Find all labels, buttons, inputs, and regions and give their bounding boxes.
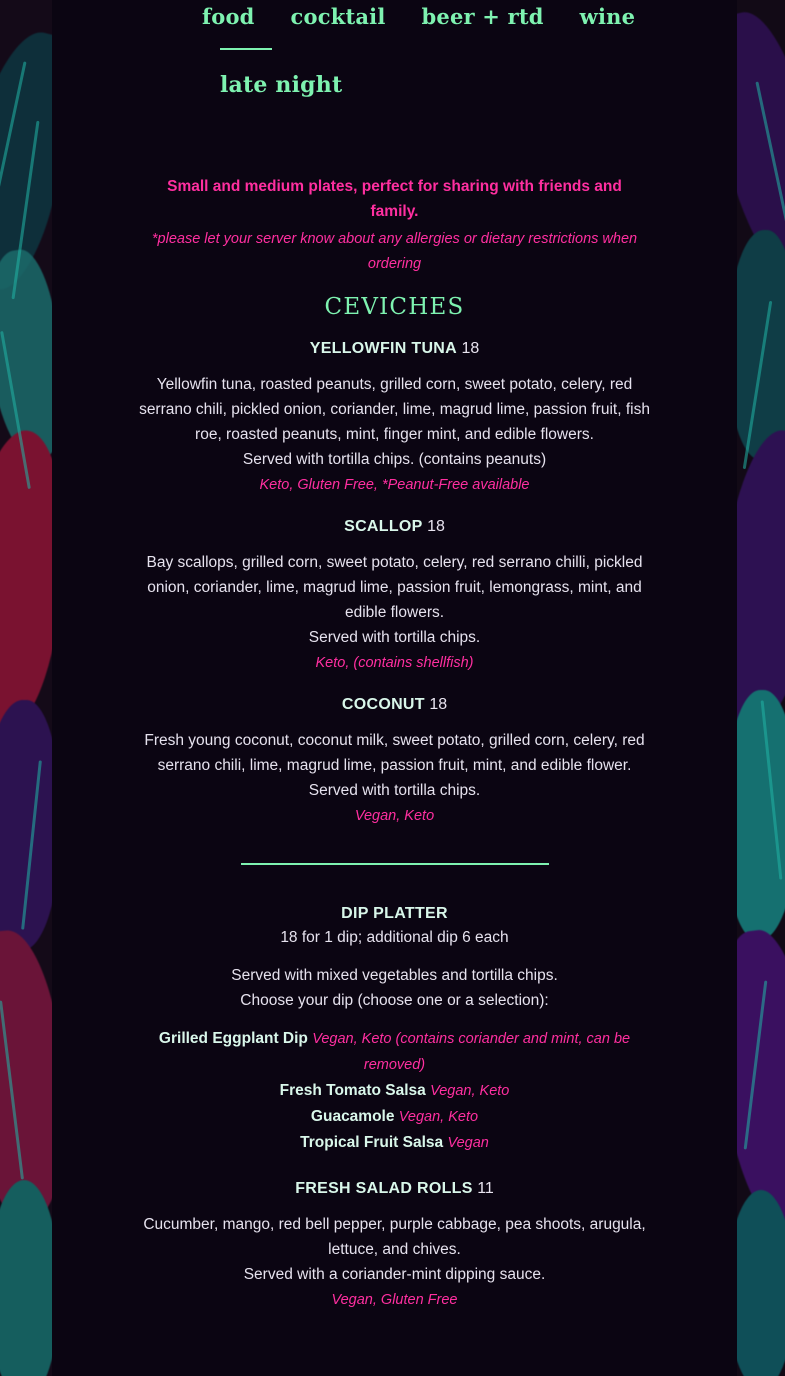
leaf-shape bbox=[737, 230, 785, 460]
item-name: COCONUT bbox=[341, 696, 425, 713]
nav-divider bbox=[220, 48, 272, 50]
salad-rolls-served-with: Served with a coriander-mint dipping sauce. bbox=[243, 1266, 546, 1283]
nav-item-food[interactable]: food bbox=[202, 4, 255, 29]
item-price: 11 bbox=[477, 1180, 494, 1197]
item-heading bbox=[70, 694, 719, 716]
nav-item-wine[interactable]: wine bbox=[579, 4, 636, 29]
item-served-with: Served with tortilla chips. (contains peanuts) bbox=[242, 451, 547, 468]
salad-rolls-dietary-tags: Vegan, Gluten Free bbox=[331, 1292, 458, 1308]
leaf-shape bbox=[0, 1180, 52, 1376]
allergy-note: *please let your server know about any allergies or dietary restrictions when ordering bbox=[151, 231, 638, 272]
dip-platter-price: 18 for 1 dip; additional dip 6 each bbox=[280, 929, 509, 946]
dip-platter-served-with: Served with mixed vegetables and tortilla chips. bbox=[231, 967, 558, 984]
salad-rolls-heading bbox=[70, 1178, 719, 1200]
item-dietary-tags: Keto, (contains shellfish) bbox=[315, 655, 474, 671]
nav-item-beer-rtd[interactable]: beer + rtd bbox=[421, 4, 544, 29]
section-title-ceviches: CEVICHES bbox=[324, 294, 465, 320]
leaf-shape bbox=[737, 425, 785, 735]
item-name: YELLOWFIN TUNA bbox=[309, 340, 458, 357]
item-price: 18 bbox=[461, 340, 480, 357]
item-name: FRESH SALAD ROLLS bbox=[295, 1180, 473, 1197]
dip-name: Guacamole bbox=[310, 1108, 395, 1125]
nav-item-cocktail[interactable]: cocktail bbox=[290, 4, 386, 29]
item-heading bbox=[70, 516, 719, 538]
leaf-shape bbox=[737, 690, 785, 940]
item-price: 18 bbox=[429, 696, 448, 713]
dip-option bbox=[70, 1078, 719, 1104]
tropical-art-right bbox=[737, 0, 785, 1376]
dip-tags: Vegan, Keto (contains coriander and mint, can be removed) bbox=[312, 1031, 631, 1073]
salad-rolls-description: Cucumber, mango, red bell pepper, purple cabbage, pea shoots, arugula, lettuce, and chives. bbox=[143, 1216, 646, 1258]
item-heading bbox=[70, 338, 719, 360]
menu-item bbox=[70, 516, 719, 676]
dip-tags: Vegan, Keto bbox=[430, 1083, 510, 1099]
leaf-shape bbox=[0, 700, 52, 950]
leaf-shape bbox=[737, 926, 785, 1235]
menu-item bbox=[70, 694, 719, 829]
dip-option bbox=[70, 1130, 719, 1156]
dip-name: Tropical Fruit Salsa bbox=[300, 1134, 444, 1151]
menu-item bbox=[70, 338, 719, 498]
item-description: Fresh young coconut, coconut milk, sweet potato, grilled corn, celery, red serrano chili, lime, magrud lime, passion fruit, mint, and edible flower. bbox=[144, 732, 645, 774]
item-served-with: Served with tortilla chips. bbox=[308, 629, 481, 646]
item-dietary-tags: Keto, Gluten Free, *Peanut-Free available bbox=[259, 477, 530, 493]
leaf-shape bbox=[737, 1190, 785, 1376]
nav-item-late-night[interactable]: late night bbox=[220, 72, 343, 98]
dip-tags: Vegan bbox=[447, 1135, 489, 1151]
dip-platter-choose: Choose your dip (choose one or a selection): bbox=[240, 992, 549, 1009]
dip-option bbox=[135, 1026, 655, 1078]
dip-name: Grilled Eggplant Dip bbox=[158, 1030, 308, 1047]
item-name: DIP PLATTER bbox=[341, 905, 448, 922]
item-name: SCALLOP bbox=[344, 518, 423, 535]
tropical-art-left bbox=[0, 0, 52, 1376]
dip-option bbox=[70, 1104, 719, 1130]
item-description: Bay scallops, grilled corn, sweet potato, celery, red serrano chilli, pickled onion, coriander, lime, magrud lime, passion fruit, lemongrass, mint, and edible flowers. bbox=[146, 554, 643, 621]
dip-platter-heading bbox=[70, 903, 719, 925]
dip-name: Fresh Tomato Salsa bbox=[279, 1082, 426, 1099]
item-served-with: Served with tortilla chips. bbox=[308, 782, 481, 799]
intro-lede: Small and medium plates, perfect for sharing with friends and family. bbox=[167, 178, 622, 220]
dip-tags: Vegan, Keto bbox=[398, 1109, 479, 1125]
item-description: Yellowfin tuna, roasted peanuts, grilled corn, sweet potato, celery, red serrano chili, pickled onion, coriander, lime, magrud lime, passion fruit, fish roe, roasted peanuts, mint, finger mint, and edible flowers. bbox=[139, 376, 650, 443]
item-price: 18 bbox=[427, 518, 445, 535]
item-dietary-tags: Vegan, Keto bbox=[354, 808, 435, 824]
menu-page bbox=[52, 0, 737, 1376]
primary-nav bbox=[52, 0, 737, 36]
secondary-nav bbox=[52, 48, 737, 102]
